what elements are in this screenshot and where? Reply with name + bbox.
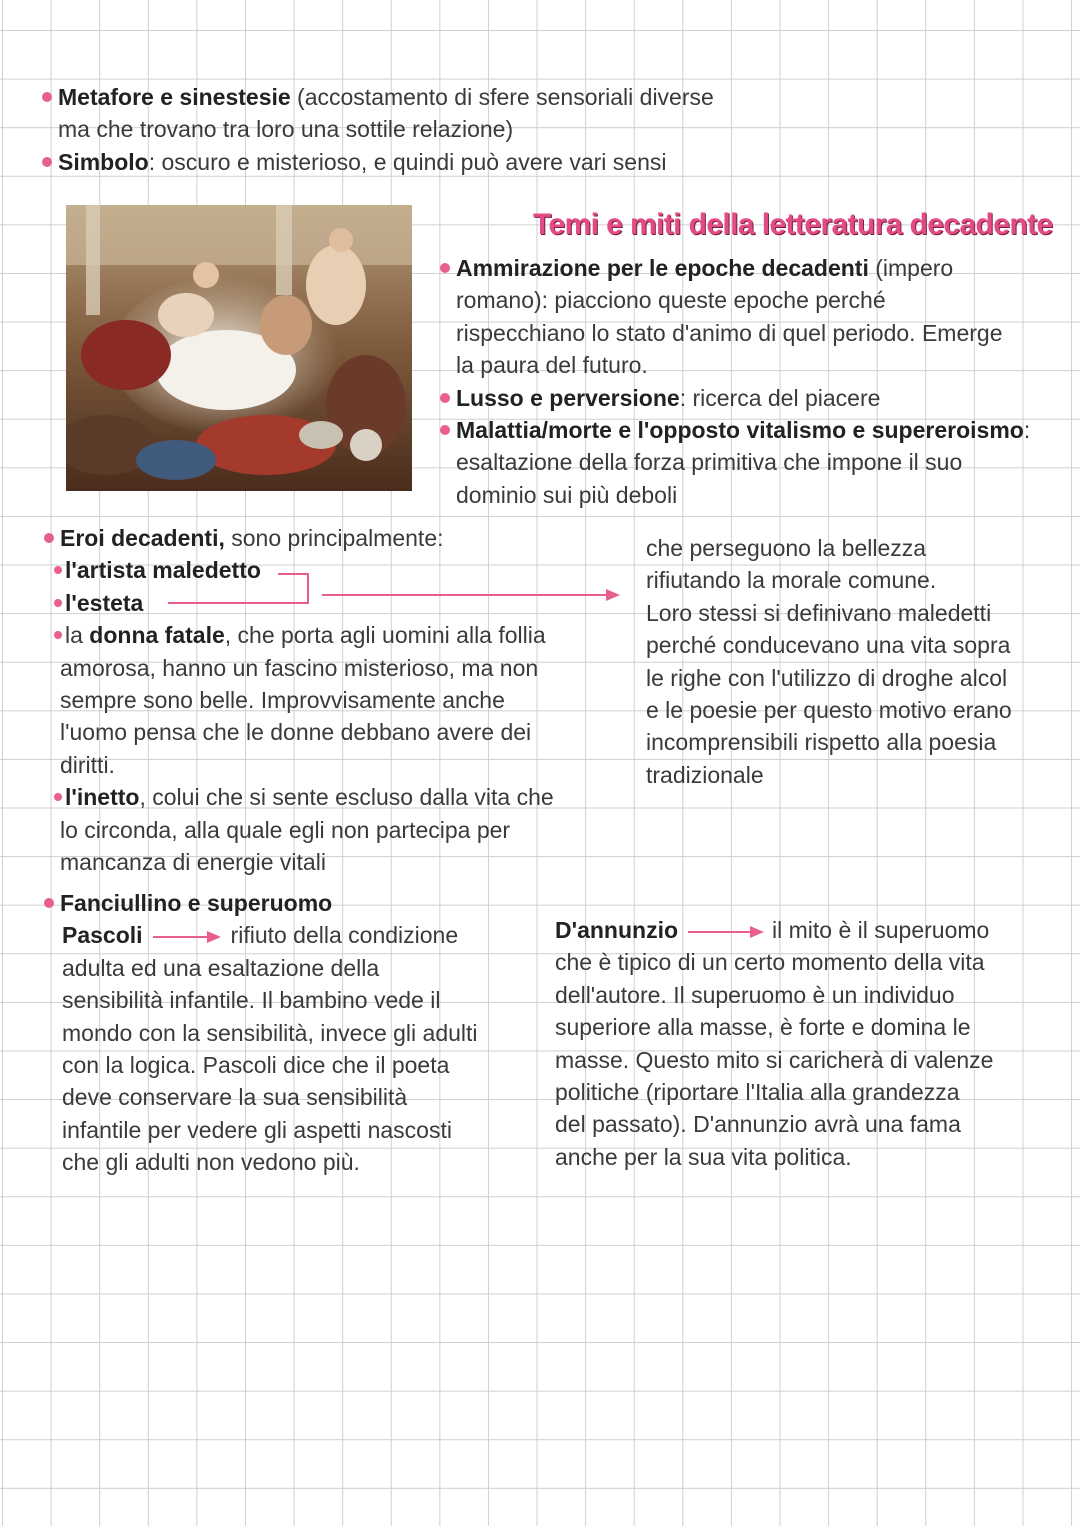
themes-title: Temi e miti della letteratura decadente	[533, 208, 1053, 241]
pascoli-first-line: Pascoli rifiuto della condizione	[44, 919, 478, 951]
bullet-dot-icon	[54, 631, 62, 639]
dannunzio-section: D'annunzio il mito è il superuomo che è tipico di un certo momento della vita dell'autore. Il superuomo è un individuo superiore alla masse, è forte e domina le masse. Questo mito si caricherà di valenze politiche (riportare l'Italia alla grandezza del passato). D'annunzio avrà una fama anche per la sua vita politica.	[555, 914, 993, 1173]
bullet-dot-icon	[440, 263, 450, 273]
theme-malattia: Malattia/morte e l'opposto vitalismo e supereroismo:	[440, 414, 1030, 446]
dannunzio-first-line: D'annunzio il mito è il superuomo	[555, 914, 993, 946]
hero-artista: l'artista maledetto	[44, 554, 554, 586]
heroes-list: Eroi decadenti, sono principalmente: l'artista maledetto l'esteta la donna fatale, che porta agli uomini alla follia amorosa, hanno un fascino misterioso, ma non sempre sono belle. Improvvisamente anche l'uomo pensa che le donne debbano avere dei diritti. l'inetto, colui che si sente escluso dalla vita che lo circonda, alla quale egli non partecipa per mancanza di energie vitali	[44, 522, 554, 878]
bullet-dot-icon	[42, 157, 52, 167]
bullet-dot-icon	[440, 393, 450, 403]
heroes-bracket-arrow-icon	[160, 560, 630, 620]
theme-ammirazione: Ammirazione per le epoche decadenti (impero	[440, 252, 1030, 284]
theme-lusso: Lusso e perversione: ricerca del piacere	[440, 382, 1030, 414]
hero-donna-fatale: la donna fatale, che porta agli uomini alla follia	[44, 619, 554, 651]
bullet-dot-icon	[54, 599, 62, 607]
hero-esteta: l'esteta	[44, 587, 554, 619]
bullet-dot-icon	[44, 898, 54, 908]
hero-inetto: l'inetto, colui che si sente escluso dalla vita che	[44, 781, 554, 813]
pascoli-section: Fanciullino e superuomo Pascoli rifiuto della condizione adulta ed una esaltazione della sensibilità infantile. Il bambino vede il mondo con la sensibilità, invece gli adulti con la logica. Pascoli dice che il poeta deve conservare la sua sensibilità infantile per vedere gli aspetti nascosti che gli adulti non vedono più.	[44, 887, 478, 1179]
bullet-simbolo: Simbolo: oscuro e misterioso, e quindi può avere vari sensi	[42, 146, 714, 178]
bullet-metafore: Metafore e sinestesie (accostamento di sfere sensoriali diverse	[42, 81, 714, 113]
heroes-heading: Eroi decadenti, sono principalmente:	[44, 522, 554, 554]
arrow-right-icon	[678, 914, 772, 946]
themes-list: Ammirazione per le epoche decadenti (impero romano): piacciono queste epoche perché rispecchiano lo stato d'animo di quel periodo. Emerge la paura del futuro. Lusso e perversione: ricerca del piacere Malattia/morte e l'opposto vitalismo e supereroismo: esaltazione della forza primitiva che impone il suo dominio sui più deboli	[440, 252, 1030, 511]
intro-list: Metafore e sinestesie (accostamento di sfere sensoriali diverse ma che trovano tra loro una sottile relazione) Simbolo: oscuro e misterioso, e quindi può avere vari sensi	[42, 81, 714, 178]
bullet-dot-icon	[44, 533, 54, 543]
heroes-explanation: che perseguono la bellezza rifiutando la morale comune. Loro stessi si definivano maledetti perché conducevano una vita sopra le righe con l'utilizzo di droghe alcol e le poesie per questo motivo erano incomprensibili rispetto alla poesia tradizionale	[646, 535, 1012, 788]
bullet-dot-icon	[440, 425, 450, 435]
arrow-right-icon	[143, 919, 231, 951]
decadent-painting-image	[66, 205, 412, 491]
bullet-dot-icon	[42, 92, 52, 102]
fanciullino-heading: Fanciullino e superuomo	[44, 887, 478, 919]
bullet-dot-icon	[54, 566, 62, 574]
bullet-dot-icon	[54, 793, 62, 801]
